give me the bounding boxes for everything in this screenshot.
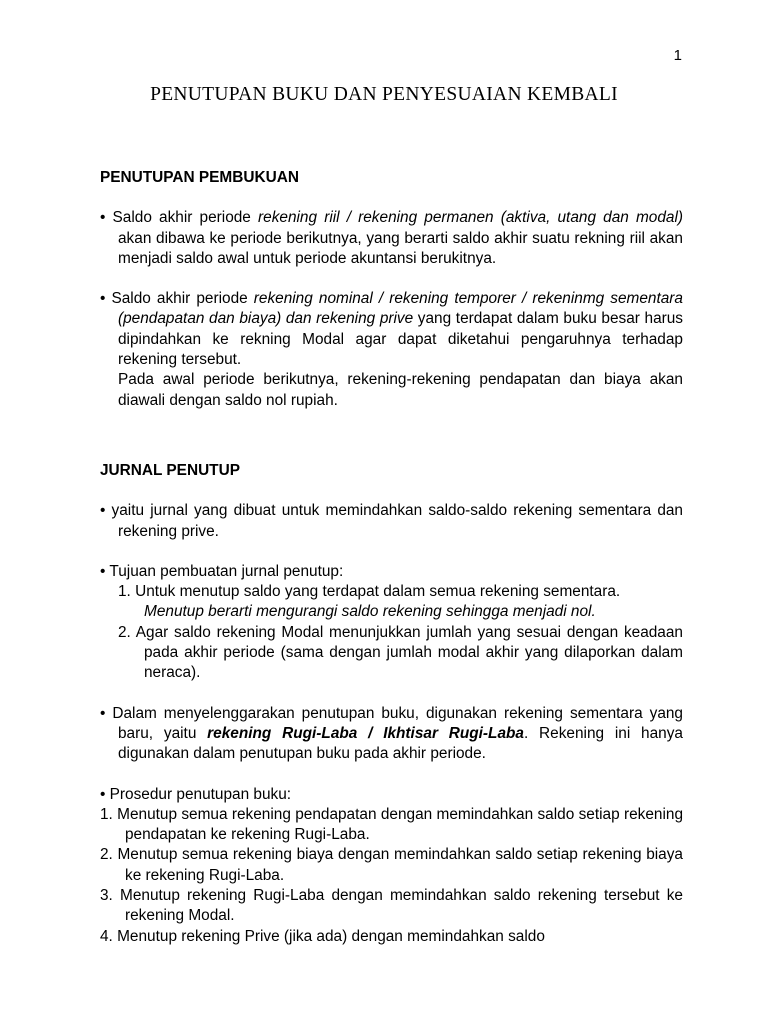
bullet-rekening-rugi-laba	[100, 704, 683, 765]
italic-term: rekening riil / rekening permanen (aktiva, utang dan modal)	[258, 209, 683, 227]
prosedur-step-1: 1. Menutup semua rekening pendapatan dengan memindahkan saldo setiap rekening pendapatan ke rekening Rugi-Laba.	[100, 805, 683, 844]
document-body	[100, 168, 683, 947]
bullet-text: . Rekening ini hanya digunakan dalam penutupan buku pada akhir periode.	[118, 724, 683, 763]
tujuan-intro: • Tujuan pembuatan jurnal penutup:	[100, 562, 344, 580]
tujuan-item-1: 1. Untuk menutup saldo yang terdapat dalam semua rekening sementara.	[118, 583, 621, 601]
page-number: 1	[673, 47, 682, 64]
bullet-rekening-nominal	[100, 289, 683, 370]
paragraph-awal-periode: Pada awal periode berikutnya, rekening-rekening pendapatan dan biaya akan diawali dengan saldo nol rupiah.	[118, 371, 683, 409]
bullet-text: akan dibawa ke periode berikutnya, yang berarti saldo akhir suatu rekning riil akan menjadi saldo awal untuk periode akuntansi berukitnya.	[118, 229, 683, 267]
bullet-text: yang terdapat dalam buku besar harus dipindahkan ke rekning Modal agar dapat diketahui pengaruhnya terhadap rekening tersebut.	[118, 310, 684, 369]
bold-italic-term: rekening Rugi-Laba / Ikhtisar Rugi-Laba	[207, 724, 524, 742]
bullet-definisi-jurnal-penutup: • yaitu jurnal yang dibuat untuk memindahkan saldo-saldo rekening sementara dan rekening prive.	[100, 502, 683, 540]
prosedur-step-4: 4. Menutup rekening Prive (jika ada) dengan memindahkan saldo	[100, 927, 545, 945]
italic-note: Menutup berarti mengurangi saldo rekening sehingga menjadi nol.	[144, 603, 596, 621]
bullet-text: • Saldo akhir periode	[100, 290, 254, 308]
document-title: PENUTUPAN BUKU DAN PENYESUAIAN KEMBALI	[150, 84, 618, 105]
tujuan-item-1-note	[100, 602, 683, 622]
prosedur-step-3: 3. Menutup rekening Rugi-Laba dengan memindahkan saldo rekening tersebut ke rekening Modal.	[100, 887, 683, 925]
section-heading-penutupan-pembukuan: PENUTUPAN PEMBUKUAN	[100, 169, 299, 186]
bullet-text: • Dalam menyelenggarakan penutupan buku, digunakan rekening sementara yang baru, yaitu	[100, 704, 683, 742]
section-heading-jurnal-penutup: JURNAL PENUTUP	[100, 461, 240, 479]
italic-term: rekening nominal / rekening temporer / rekeninmg sementara (pendapatan dan biaya) dan rekening prive	[118, 290, 683, 328]
bullet-rekening-riil	[100, 208, 683, 269]
bullet-text: • Saldo akhir periode	[100, 209, 259, 227]
prosedur-step-2: 2. Menutup semua rekening biaya dengan memindahkan saldo setiap rekening biaya ke rekening Rugi-Laba.	[100, 846, 683, 884]
tujuan-item-2: 2. Agar saldo rekening Modal menunjukkan jumlah yang sesuai dengan keadaan pada akhir periode (sama dengan jumlah modal akhir yang dilaporkan dalam neraca).	[118, 623, 683, 682]
prosedur-intro: • Prosedur penutupan buku:	[100, 785, 292, 803]
